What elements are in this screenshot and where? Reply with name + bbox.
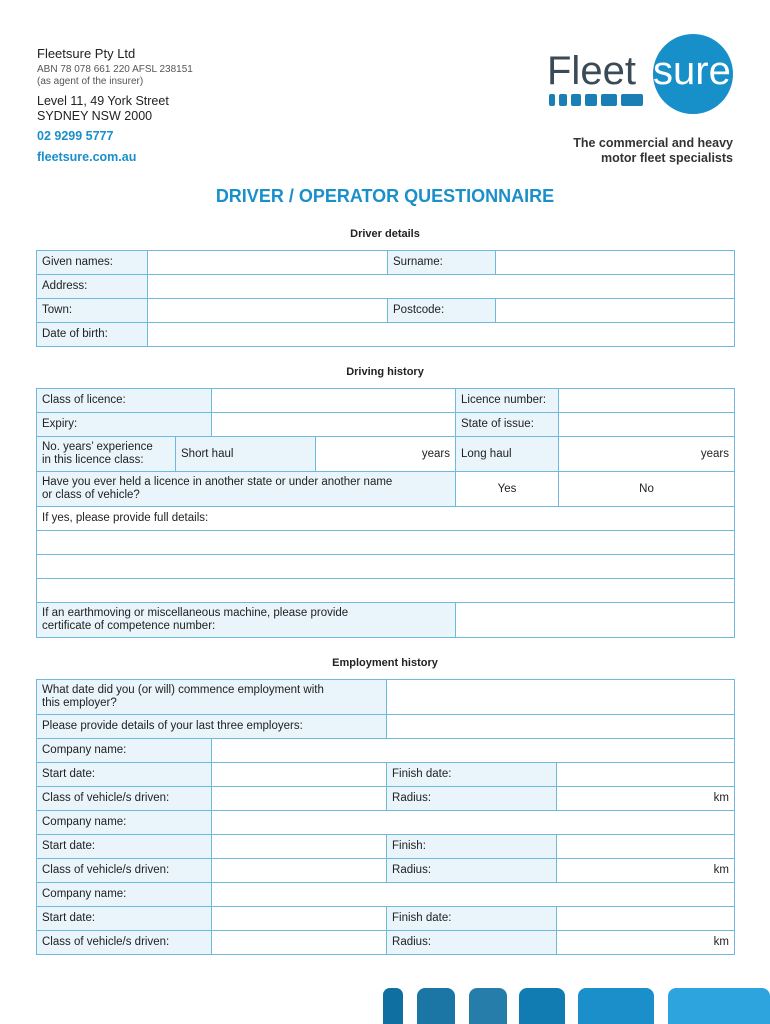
short-haul-years-field[interactable]: [316, 437, 456, 472]
tagline-line-2: motor fleet specialists: [601, 151, 733, 165]
start-date-field[interactable]: [212, 907, 387, 931]
long-haul-label: Long haul: [456, 437, 559, 472]
other-licence-line-1: Have you ever held a licence in another state or under another name: [42, 476, 393, 488]
class-driven-label: Class of vehicle/s driven:: [37, 859, 212, 883]
company-agent-note: (as agent of the insurer): [37, 76, 144, 87]
radius-field[interactable]: [557, 931, 735, 955]
company-abn: ABN 78 078 661 220 AFSL 238151: [37, 64, 193, 75]
radius-field[interactable]: [557, 859, 735, 883]
class-driven-label: Class of vehicle/s driven:: [37, 931, 212, 955]
company-abn-block: [37, 64, 193, 88]
expiry-label: Expiry:: [37, 413, 212, 437]
class-driven-label: Class of vehicle/s driven:: [37, 787, 212, 811]
address-line-2: SYDNEY NSW 2000: [37, 109, 153, 123]
company-website-link[interactable]: fleetsure.com.au: [37, 150, 137, 164]
surname-label: Surname:: [388, 251, 496, 275]
radius-field[interactable]: [557, 787, 735, 811]
short-haul-years-unit: years: [421, 447, 451, 460]
class-of-licence-field[interactable]: [212, 389, 456, 413]
given-names-label: Given names:: [37, 251, 148, 275]
employment-history-table: [36, 679, 735, 955]
other-licence-no-option[interactable]: No: [559, 472, 735, 507]
finish-date-label: Finish date:: [387, 763, 557, 787]
tagline-line-1: The commercial and heavy: [573, 136, 733, 150]
footer-decoration: [0, 988, 770, 1024]
finish-label: Finish:: [387, 835, 557, 859]
details-line[interactable]: [37, 579, 735, 603]
company-phone: 02 9299 5777: [37, 129, 114, 143]
finish-date-field[interactable]: [557, 763, 735, 787]
start-date-label: Start date:: [37, 907, 212, 931]
section-heading-driving-history: Driving history: [346, 366, 424, 378]
start-date-label: Start date:: [37, 835, 212, 859]
long-haul-years-field[interactable]: [559, 437, 735, 472]
class-of-licence-label: Class of licence:: [37, 389, 212, 413]
details-line[interactable]: [37, 531, 735, 555]
commence-line-2: this employer?: [42, 697, 117, 709]
town-field[interactable]: [148, 299, 388, 323]
other-licence-yes-option[interactable]: Yes: [456, 472, 559, 507]
state-of-issue-label: State of issue:: [456, 413, 559, 437]
licence-number-field[interactable]: [559, 389, 735, 413]
commence-line-1: What date did you (or will) commence employment with: [42, 684, 324, 696]
last-three-employers-field[interactable]: [387, 715, 735, 739]
start-date-label: Start date:: [37, 763, 212, 787]
last-three-employers-label: Please provide details of your last three employers:: [37, 715, 387, 739]
radius-unit: km: [713, 936, 730, 948]
licence-number-label: Licence number:: [456, 389, 559, 413]
class-driven-field[interactable]: [212, 859, 387, 883]
address-field[interactable]: [148, 275, 735, 299]
details-line[interactable]: [37, 555, 735, 579]
commence-date-question: [37, 680, 387, 715]
expiry-field[interactable]: [212, 413, 456, 437]
start-date-field[interactable]: [212, 763, 387, 787]
radius-unit: km: [713, 792, 730, 804]
given-names-field[interactable]: [148, 251, 388, 275]
logo-text-fleet: Fleet: [547, 49, 636, 93]
address-label: Address:: [37, 275, 148, 299]
logo-text-sure: sure: [653, 49, 731, 93]
short-haul-label: Short haul: [176, 437, 316, 472]
earthmoving-line-1: If an earthmoving or miscellaneous machine, please provide: [42, 607, 349, 619]
radius-unit: km: [713, 864, 730, 876]
certificate-number-field[interactable]: [456, 603, 735, 638]
state-of-issue-field[interactable]: [559, 413, 735, 437]
tagline: [573, 136, 733, 166]
postcode-label: Postcode:: [388, 299, 496, 323]
years-experience-line-1: No. years’ experience: [42, 441, 153, 453]
class-driven-field[interactable]: [212, 931, 387, 955]
years-experience-label: [37, 437, 176, 472]
other-licence-line-2: or class of vehicle?: [42, 489, 140, 501]
other-licence-question: [37, 472, 456, 507]
radius-label: Radius:: [387, 931, 557, 955]
earthmoving-question: [37, 603, 456, 638]
page-title: DRIVER / OPERATOR QUESTIONNAIRE: [215, 186, 555, 206]
postcode-field[interactable]: [496, 299, 735, 323]
driver-details-table: [36, 250, 735, 347]
finish-date-label: Finish date:: [387, 907, 557, 931]
class-driven-field[interactable]: [212, 787, 387, 811]
commence-date-field[interactable]: [387, 680, 735, 715]
company-name-label: Company name:: [37, 811, 212, 835]
company-name-label: Company name:: [37, 883, 212, 907]
date-of-birth-field[interactable]: [148, 323, 735, 347]
start-date-field[interactable]: [212, 835, 387, 859]
town-label: Town:: [37, 299, 148, 323]
company-name: Fleetsure Pty Ltd: [37, 46, 136, 61]
address-line-1: Level 11, 49 York Street: [37, 94, 169, 108]
fleetsure-logo: [545, 34, 740, 120]
company-name-field[interactable]: [212, 883, 735, 907]
finish-date-field[interactable]: [557, 907, 735, 931]
company-name-field[interactable]: [212, 811, 735, 835]
details-label: If yes, please provide full details:: [37, 507, 735, 531]
company-name-label: Company name:: [37, 739, 212, 763]
company-address: [37, 94, 169, 124]
earthmoving-line-2: certificate of competence number:: [42, 620, 216, 632]
driving-history-table: [36, 388, 735, 638]
date-of-birth-label: Date of birth:: [37, 323, 148, 347]
section-heading-employment-history: Employment history: [332, 657, 438, 669]
section-heading-driver-details: Driver details: [350, 228, 420, 240]
long-haul-years-unit: years: [700, 447, 730, 460]
radius-label: Radius:: [387, 787, 557, 811]
years-experience-line-2: in this licence class:: [42, 454, 144, 466]
radius-label: Radius:: [387, 859, 557, 883]
surname-field[interactable]: [496, 251, 735, 275]
company-name-field[interactable]: [212, 739, 735, 763]
finish-field[interactable]: [557, 835, 735, 859]
